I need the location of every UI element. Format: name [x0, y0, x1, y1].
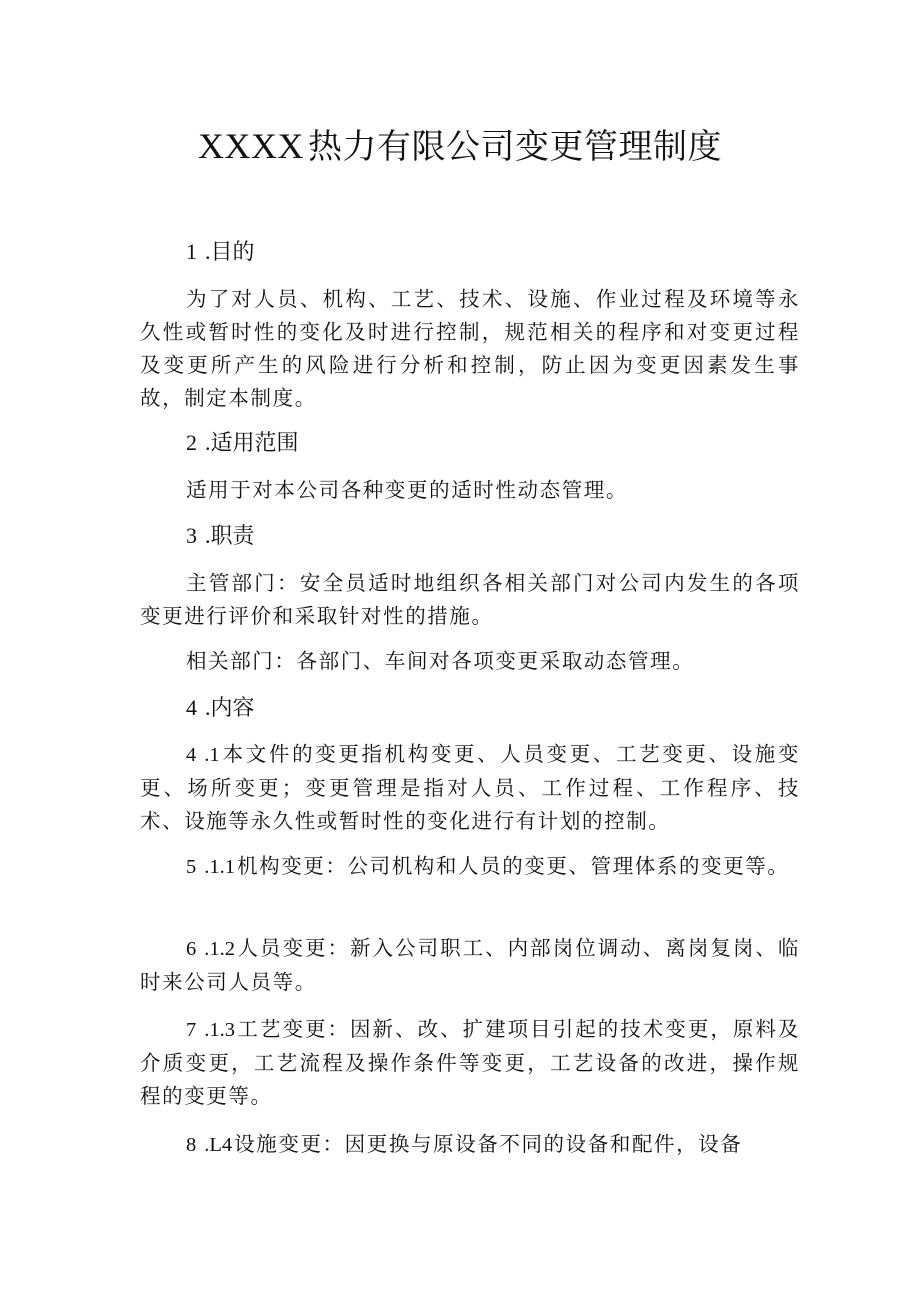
clause-4-1-4: [140, 1128, 800, 1162]
document-title: [0, 122, 920, 171]
section-dot: .: [205, 239, 211, 264]
clause-text: 人员变更：新入公司职工、内部岗位调动、离岗复岗、临时来公司人员等。: [140, 936, 800, 994]
clause-4-1: [140, 738, 800, 838]
title-prefix: XXXX: [198, 126, 304, 166]
clause-text: 设施变更：因更换与原设备不同的设备和配件，设备: [234, 1132, 743, 1156]
clause-text: 机构变更：公司机构和人员的变更、管理体系的变更等。: [237, 854, 790, 878]
section-heading-purpose: [186, 237, 255, 268]
clause-subnumber: .1.2: [204, 938, 235, 960]
paragraph-responsibility-main: 主管部门：安全员适时地组织各相关部门对公司内发生的各项变更进行评价和采取针对性的措施。: [140, 571, 800, 628]
clause-text: 本文件的变更指机构变更、人员变更、工艺变更、设施变更、场所变更；变更管理是指对人员、工作过程、工作程序、技术、设施等永久性或暂时性的变化进行有计划的控制。: [140, 742, 800, 833]
section-title: 职责: [210, 524, 255, 549]
clause-4-1-2: [140, 932, 800, 999]
clause-subnumber: .1.3: [204, 1019, 235, 1041]
section-heading-scope: [186, 428, 299, 459]
title-main: 热力有限公司变更管理制度: [308, 127, 722, 167]
clause-number: 7: [186, 1019, 197, 1041]
section-dot: .: [205, 430, 211, 455]
section-number: 2: [186, 430, 197, 455]
paragraph-responsibility-related: 相关部门：各部门、车间对各项变更采取动态管理。: [186, 649, 695, 673]
paragraph-scope: 适用于对本公司各种变更的适时性动态管理。: [186, 478, 628, 502]
clause-4-1-1: [140, 850, 800, 884]
section-heading-responsibilities: [186, 521, 255, 552]
section-number: 1: [186, 239, 197, 264]
clause-subnumber: .1: [204, 744, 220, 766]
section-title: 适用范围: [210, 431, 299, 456]
clause-subnumber: .L4: [204, 1134, 233, 1156]
clause-number: 5: [186, 856, 197, 878]
clause-subnumber: .1.1: [204, 856, 235, 878]
clause-text: 工艺变更：因新、改、扩建项目引起的技术变更，原料及介质变更，工艺流程及操作条件等变更，工艺设备的改进，操作规程的变更等。: [140, 1017, 800, 1108]
section-heading-content: [186, 693, 255, 724]
clause-number: 4: [186, 744, 197, 766]
section-dot: .: [205, 523, 211, 548]
paragraph-purpose: 为了对人员、机构、工艺、技术、设施、作业过程及环境等永久性或暂时性的变化及时进行控制，规范相关的程序和对变更过程及变更所产生的风险进行分析和控制，防止因为变更因素发生事故，制定本制度。: [140, 287, 800, 410]
clause-number: 8: [186, 1134, 197, 1156]
section-dot: .: [205, 695, 211, 720]
section-title: 内容: [210, 696, 255, 721]
section-number: 4: [186, 695, 197, 720]
clause-number: 6: [186, 938, 197, 960]
section-title: 目的: [210, 240, 255, 265]
clause-4-1-3: [140, 1013, 800, 1113]
section-number: 3: [186, 523, 197, 548]
